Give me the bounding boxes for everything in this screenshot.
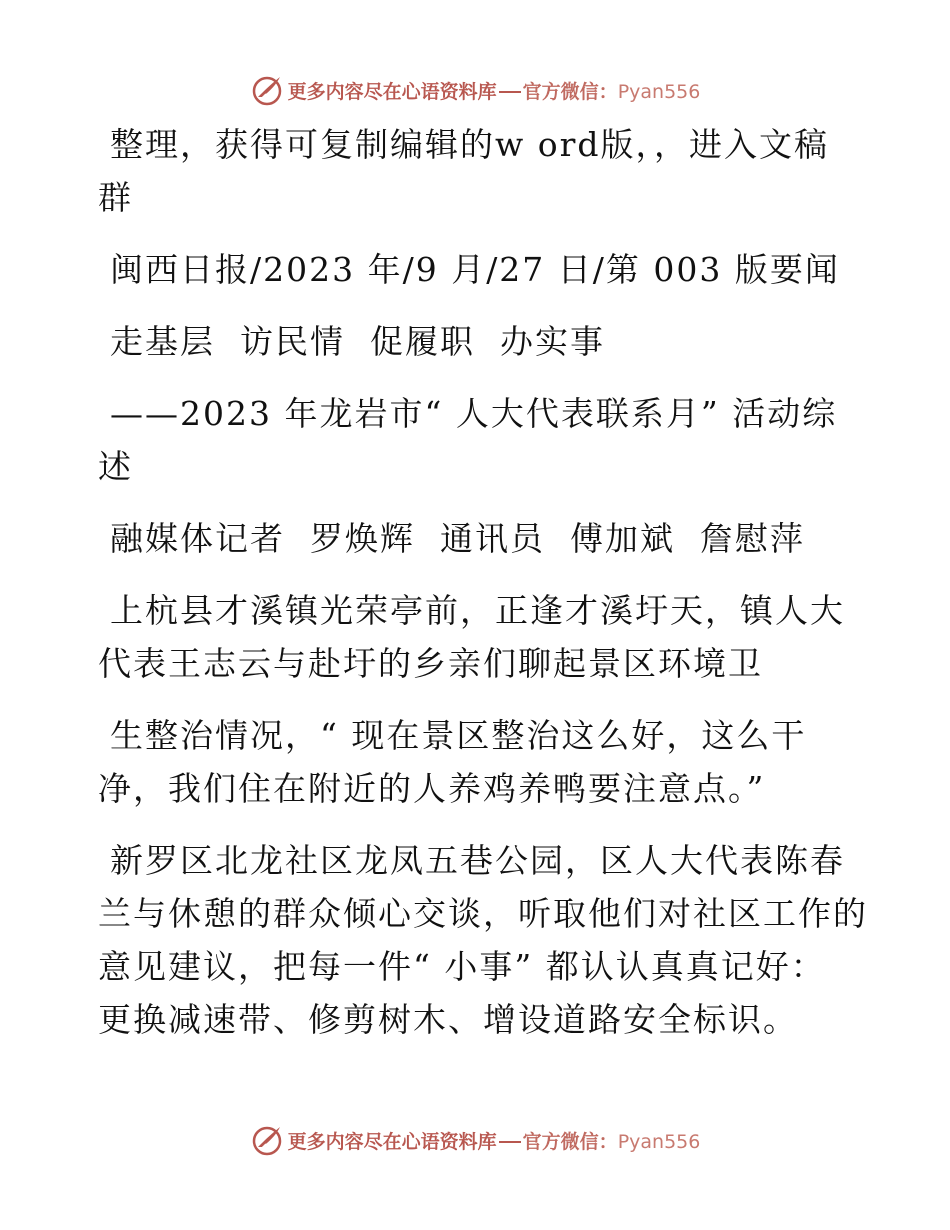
watermark-official: 官方微信：	[522, 80, 618, 103]
paragraph-8	[98, 834, 868, 1046]
text-line: 走基层 访民情 促履职 办实事	[110, 322, 605, 361]
paragraph-5	[98, 512, 858, 565]
watermark-dash	[499, 91, 521, 93]
text-line: 意见建议，把每一件“ 小事” 都认认真真记好：	[98, 947, 826, 986]
paragraph-4	[98, 387, 858, 493]
watermark-dash	[499, 1141, 521, 1143]
text-line: 代表王志云与赴圩的乡亲们聊起景区环境卫	[98, 644, 763, 683]
quill-logo-icon	[250, 1123, 284, 1157]
watermark-brand: 更多内容尽在心语资料库	[287, 1130, 497, 1153]
text-line: 整理，获得可复制编辑的w ord版，，进入文稿	[110, 125, 830, 164]
footer-watermark-banner	[0, 1120, 950, 1160]
watermark-wechat-id: Pyan556	[617, 1130, 701, 1153]
paragraph-6	[98, 584, 858, 690]
text-line: 群	[98, 178, 133, 217]
paragraph-3	[98, 315, 858, 368]
text-line: 上杭县才溪镇光荣亭前，正逢才溪圩天，镇人大	[110, 591, 845, 630]
watermark-official: 官方微信：	[522, 1130, 618, 1153]
text-line: ——2023 年龙岩市“ 人大代表联系月” 活动综	[110, 394, 838, 433]
paragraph-7	[98, 709, 858, 815]
text-line: 净，我们住在附近的人养鸡养鸭要注意点。”	[98, 769, 766, 808]
text-line: 新罗区北龙社区龙凤五巷公园，区人大代表陈春	[110, 841, 845, 880]
text-line: 更换减速带、修剪树木、增设道路安全标识。	[98, 1000, 798, 1039]
watermark-text	[288, 77, 701, 104]
paragraph-1	[98, 118, 858, 224]
text-line: 生整治情况，“ 现在景区整治这么好，这么干	[110, 716, 807, 755]
text-line: 融媒体记者 罗焕辉 通讯员 傅加斌 詹慰萍	[110, 519, 805, 558]
paragraph-2	[98, 243, 858, 296]
quill-logo-icon	[250, 73, 284, 107]
document-body	[98, 118, 868, 1065]
watermark-wechat-id: Pyan556	[617, 80, 701, 103]
text-line: 兰与休憩的群众倾心交谈，听取他们对社区工作的	[98, 894, 868, 933]
text-line: 闽西日报/2023 年/9 月/27 日/第 003 版要闻	[110, 250, 840, 289]
text-line: 述	[98, 447, 133, 486]
header-watermark-banner	[0, 70, 950, 110]
watermark-text	[288, 1127, 701, 1154]
watermark-brand: 更多内容尽在心语资料库	[287, 80, 497, 103]
